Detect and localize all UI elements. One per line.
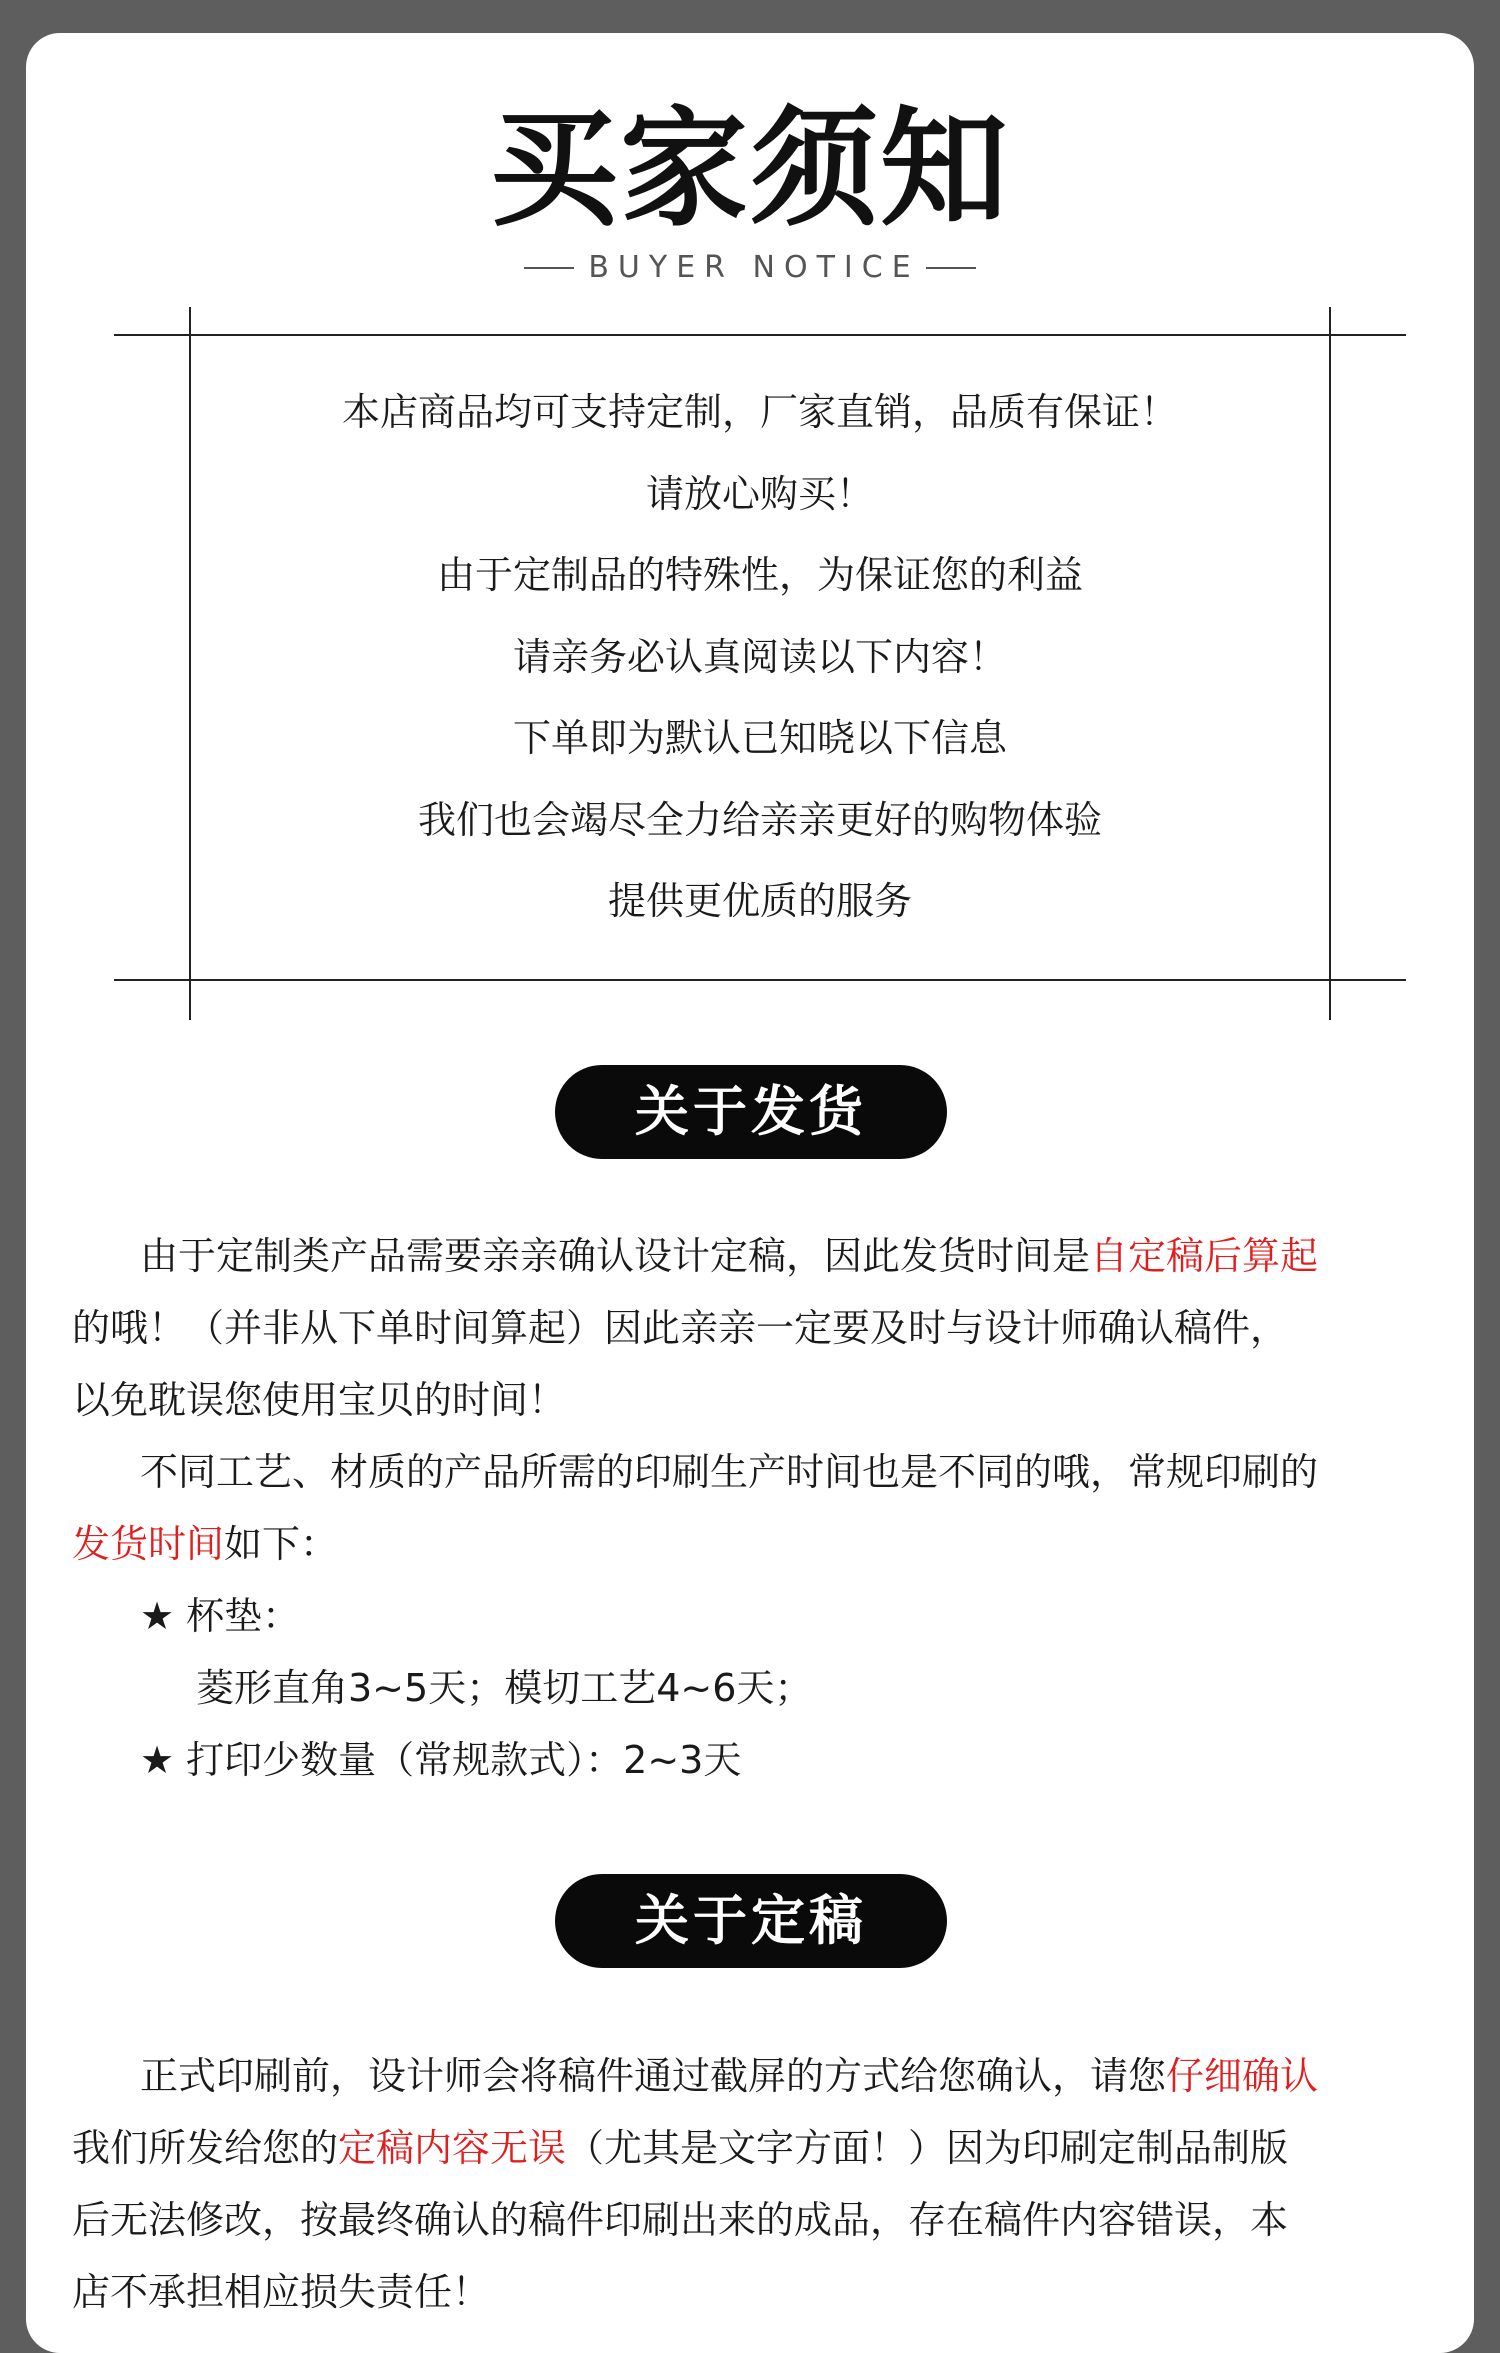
shipping-line-1 [72,1220,1452,1292]
shipping-item-small-print: ★ 打印少数量（常规款式）：2~3天 [140,1738,742,1782]
subtitle-row [0,250,1500,286]
subtitle-left-rule [524,267,574,269]
page-title: 买家须知 [489,95,1010,244]
notice-line: 请放心购买！ [645,471,874,516]
shipping-line-3: 以免耽误您使用宝贝的时间！ [72,1378,567,1422]
proof-line-1 [72,2040,1452,2112]
shipping-text: 由于定制类产品需要亲亲确认设计定稿，因此发货时间是 [140,1234,1091,1278]
proof-text: 我们所发给您的 [72,2126,339,2170]
subtitle: BUYER NOTICE [588,250,920,285]
proof-line-2 [72,2112,1452,2184]
notice-line: 提供更优质的服务 [607,879,912,923]
shipping-time-highlight: 发货时间 [72,1522,225,1566]
shipping-line-5 [72,1508,1452,1580]
frame-right-line [1329,307,1331,1020]
notice-text-block [195,372,1325,943]
notice-line: 我们也会竭尽全力给亲亲更好的购物体验 [417,797,1102,842]
notice-line: 由于定制品的特殊性，为保证您的利益 [436,553,1083,597]
shipping-highlight: 自定稿后算起 [1090,1234,1319,1278]
proof-text: （尤其是文字方面！）因为印刷定制品制版 [566,2126,1289,2170]
notice-line: 请亲务必认真阅读以下内容！ [512,634,1007,679]
frame-top-line [114,334,1406,336]
shipping-text: 如下： [224,1522,339,1566]
shipping-item-coaster: ★ 杯垫： [140,1594,301,1638]
proof-highlight: 仔细确认 [1166,2054,1319,2098]
shipping-item-coaster-detail: 菱形直角3~5天；模切工艺4~6天； [196,1666,813,1710]
frame-bottom-line [114,979,1406,981]
proof-heading-pill: 关于定稿 [555,1874,947,1968]
frame-left-line [189,307,191,1020]
proof-text: 正式印刷前，设计师会将稿件通过截屏的方式给您确认，请您 [140,2054,1167,2098]
proof-line-4: 店不承担相应损失责任！ [72,2270,491,2314]
proof-paragraph [72,2040,1452,2328]
notice-line: 下单即为默认已知晓以下信息 [512,716,1007,760]
subtitle-right-rule [926,267,976,269]
proof-highlight: 定稿内容无误 [338,2126,567,2170]
shipping-line-2: 的哦！（并非从下单时间算起）因此亲亲一定要及时与设计师确认稿件， [72,1306,1289,1350]
shipping-heading-pill: 关于发货 [555,1065,947,1159]
shipping-line-4: 不同工艺、材质的产品所需的印刷生产时间也是不同的哦，常规印刷的 [140,1450,1319,1494]
shipping-paragraph [72,1220,1452,1796]
proof-line-3: 后无法修改，按最终确认的稿件印刷出来的成品，存在稿件内容错误，本 [72,2198,1289,2242]
notice-line: 本店商品均可支持定制，厂家直销，品质有保证！ [341,390,1178,434]
